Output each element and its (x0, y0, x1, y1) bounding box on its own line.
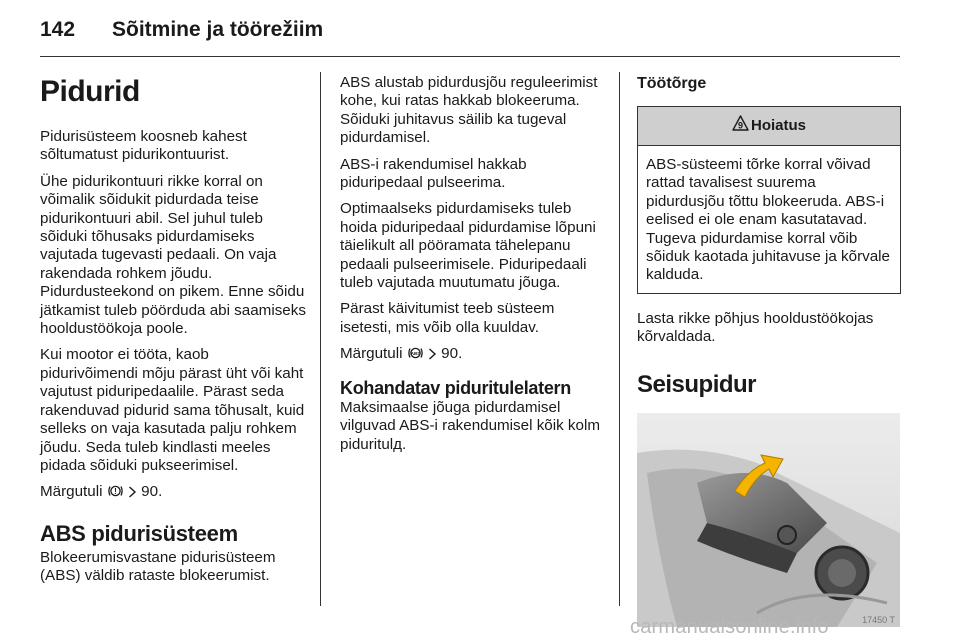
paragraph-indicator (40, 483, 310, 504)
parking-brake-photo (637, 413, 900, 627)
column-divider-2 (619, 72, 620, 606)
paragraph: ABS-i rakendumisel hakkab piduripedaal pulseerima. (340, 155, 527, 192)
heading-abs: ABS pidurisüsteem (40, 520, 238, 546)
page-reference-icon (128, 485, 137, 504)
warning-body: ABS-süsteemi tõrke korral võivad rattad tavalisest suurema pidurdusjõu tõttu blokeeruda. ABS-i eelised ei ole enam kasutatavad. Tugeva pidurdamise korral võib sõiduk kaotada juhitavuse ja kõrvale kalduda. (646, 156, 890, 284)
header-rule (40, 56, 900, 57)
abs-indicator-icon (407, 345, 424, 366)
paragraph: Kui mootor ei tööta, kaob pidurivõimendi mõju pärast üht või kaht vajutust piduripedaalile. Pärast seda rakenduvad pidurid sama tõhusalt, kuid selleks on vaja kasutada palju rohkem jõudu. Seda tuleb kindlasti meeles pidada sõiduki pukseerimisel. (40, 346, 305, 474)
svg-text:!: ! (113, 487, 117, 497)
page-reference: 90. (141, 483, 163, 501)
warning-icon-number: 9 (737, 120, 743, 131)
heading-brakes: Pidurid (40, 75, 140, 108)
indicator-label: Märgutuli (340, 345, 403, 363)
page-number: 142 (40, 18, 76, 41)
section-title: Sõitmine ja töörežiim (112, 18, 324, 41)
page-header (40, 18, 900, 48)
paragraph-indicator (340, 345, 602, 366)
warning-triangle-icon (732, 115, 749, 136)
paragraph: ABS alustab pidurdusjõu reguleerimist kohe, kui ratas hakkab blokeeruma. Sõiduki juhitavus säilib ka tugeval pidurdamisel. (340, 74, 598, 147)
column-1 (40, 74, 310, 594)
paragraph: Optimaalseks pidurdamiseks tuleb hoida piduripedaal pidurdamise lõpuni täielikult all pööramata tähelepanu pedaali pulseerimisele. Piduripedaali tuleb vajutada muutumatu jõuga. (340, 200, 596, 292)
paragraph: Blokeerumisvastane pidurisüsteem (ABS) väldib rataste blokeerumist. (40, 548, 276, 585)
paragraph: Ühe pidurikontuuri rikke korral on võimalik sõidukit pidurdada teise pidurikontuuri abil. Sel juhul tuleb sõiduki tõhusaks pidurdamiseks vajutada tugevasti pedaali. On vaja rakendada rohkem jõudu. Pidurdusteekond on pikem. Enne sõidu jätkamist tuleb pöörduda abi saamiseks hooldustöökoja poole. (40, 172, 306, 338)
paragraph: Pärast käivitumist teeb süsteem isetesti, mis võib olla kuuldav. (340, 300, 555, 336)
column-2 (340, 74, 602, 462)
page-reference-icon (428, 347, 437, 366)
warning-header (638, 107, 900, 146)
paragraph: Pidurisüsteem koosneb kahest sõltumatust pidurikontuurist. (40, 128, 247, 164)
paragraph: Lasta rikke põhjus hooldustöökojas kõrvaldada. (637, 309, 874, 346)
warning-title: Hoiatus (750, 116, 806, 134)
page-reference: 90. (441, 345, 463, 363)
heading-parking-brake: Seisupidur (637, 370, 757, 398)
column-3 (637, 74, 901, 627)
brake-warning-icon (107, 483, 124, 504)
svg-text:ABS: ABS (410, 351, 420, 357)
indicator-label: Märgutuli (40, 483, 103, 501)
heading-fault: Töötõrge (637, 75, 707, 92)
heading-adaptive-brake-light: Kohandatav piduritulelatern (340, 377, 571, 398)
column-divider-1 (320, 72, 321, 606)
warning-box (637, 106, 901, 294)
paragraph: Maksimaalse jõuga pidurdamisel vilguvad ABS-i rakendumisel kõik kolm piduritulд. (340, 398, 600, 453)
watermark-link[interactable]: carmanualsonline.info (630, 616, 829, 638)
image-code: 17450 T (862, 614, 895, 625)
